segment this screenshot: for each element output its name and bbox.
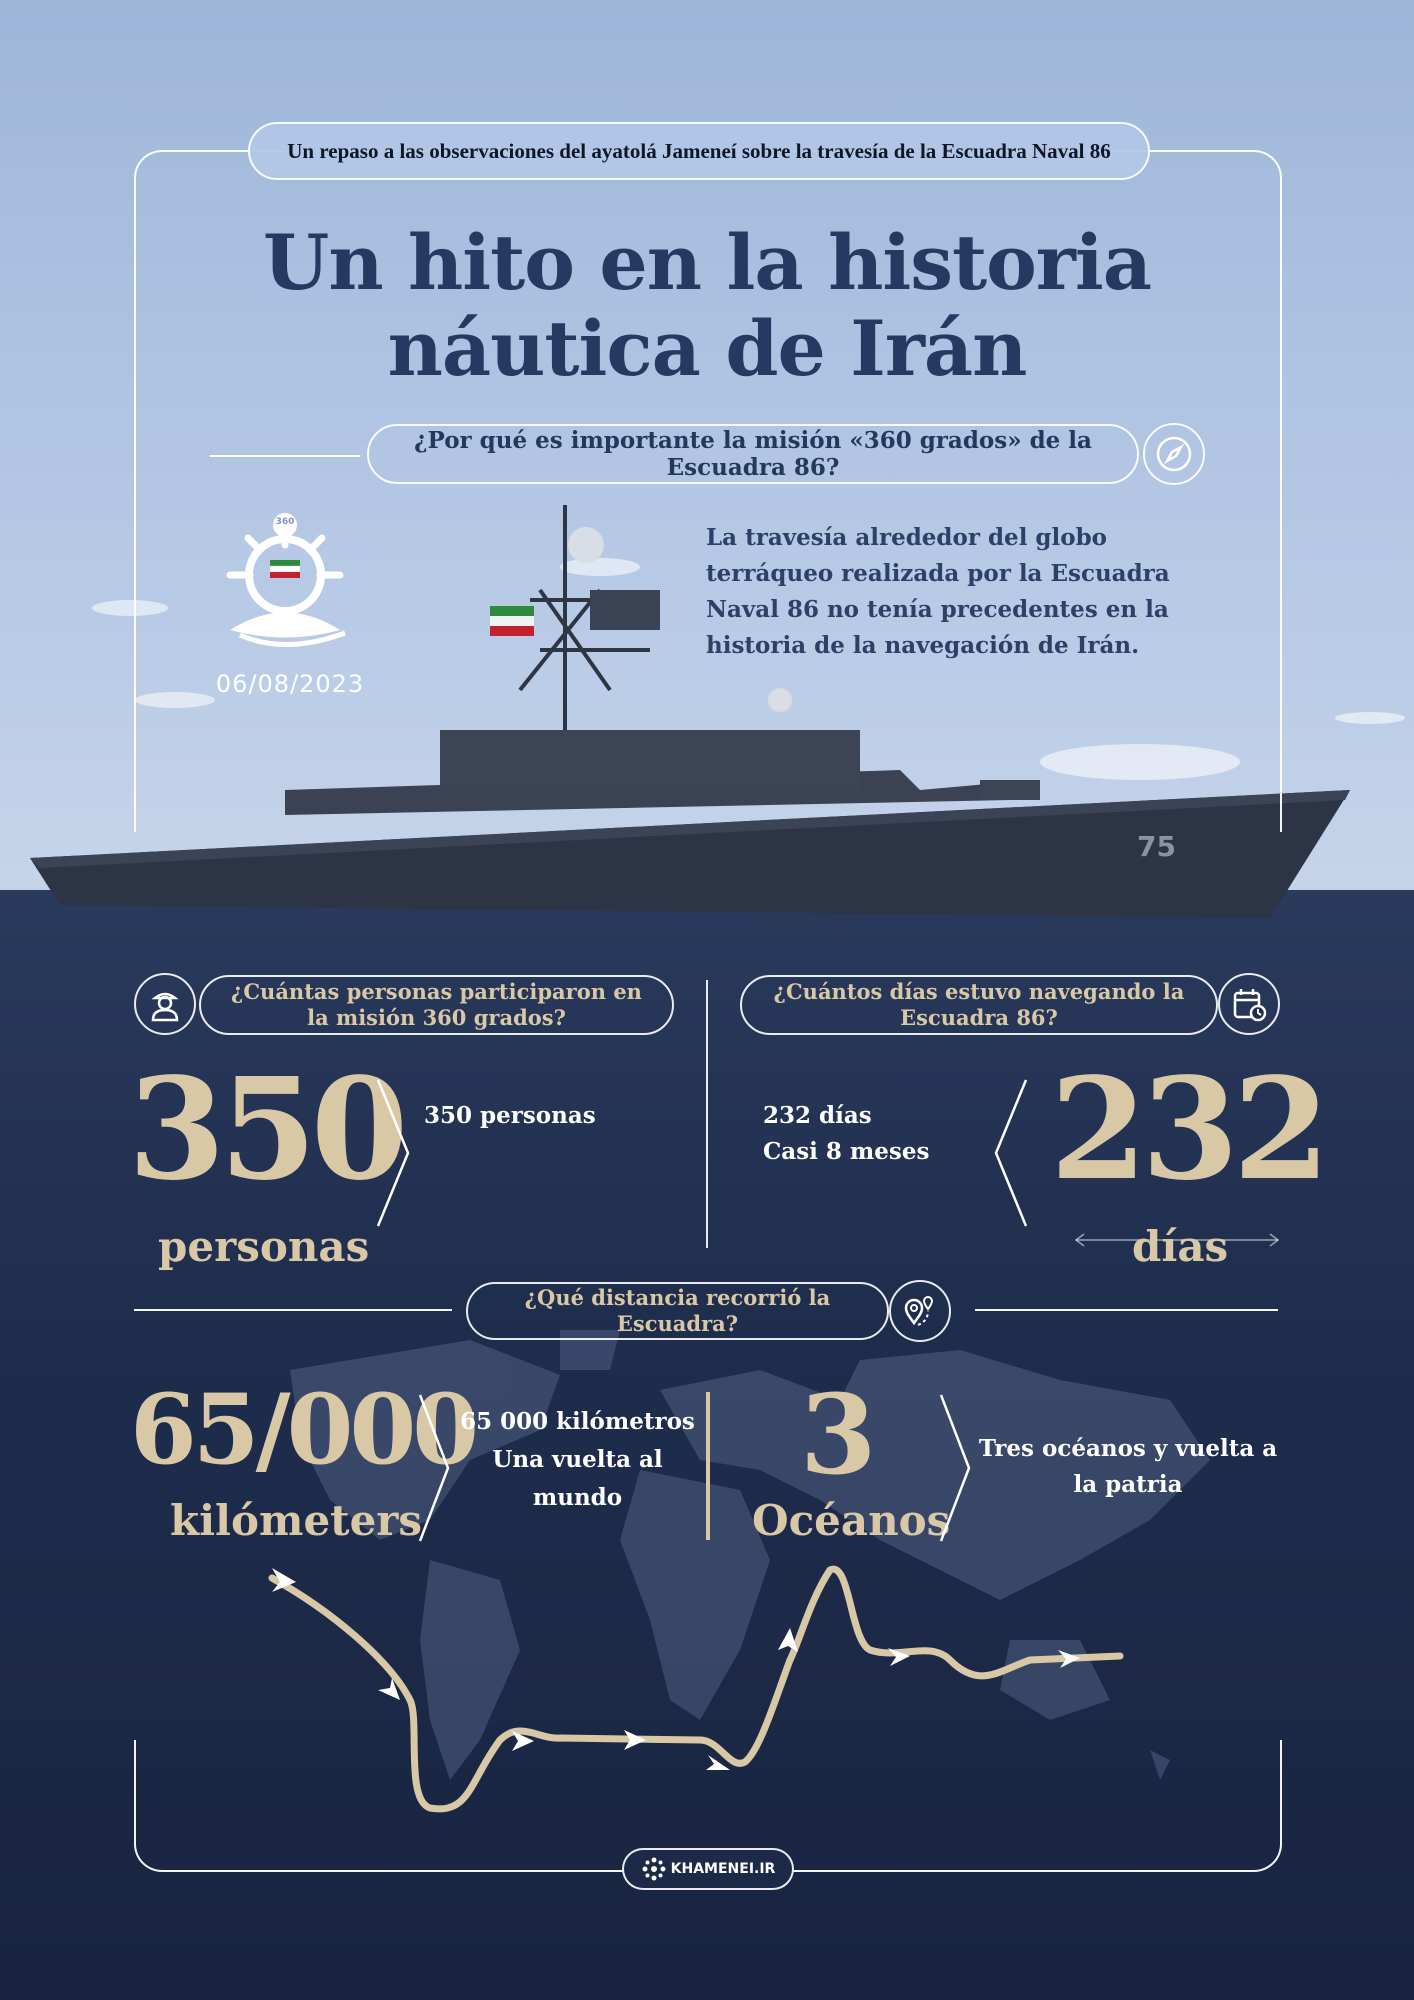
people-question: ¿Cuántas personas participaron en la misión 360 grados? [199, 975, 674, 1035]
title-line-1: Un hito en la historia [263, 218, 1151, 307]
distance-question: ¿Qué distancia recorrió la Escuadra? [466, 1282, 889, 1340]
days-question: ¿Cuántos días estuvo navegando la Escuadra 86? [740, 975, 1218, 1035]
distance-detail-1: 65 000 kilómetros [460, 1408, 695, 1435]
ship-wheel-emblem-icon [210, 505, 360, 655]
chevron-left-icon [993, 1078, 1029, 1228]
distance-detail-2: Una vuelta al [492, 1446, 663, 1473]
footer-brand[interactable] [622, 1848, 794, 1890]
chevron-right-icon [375, 1078, 411, 1228]
chevron-right-icon-3 [938, 1393, 972, 1543]
mission-date: 06/08/2023 [215, 670, 365, 698]
compass-icon [1143, 423, 1205, 485]
hull-number: 75 [1137, 830, 1176, 863]
chevron-right-icon-2 [417, 1393, 451, 1543]
mission-description: La travesía alrededor del globo terráqueo realizada por la Escuadra Naval 86 no tenía precedentes en la historia de la navegación de Irán. [706, 524, 1170, 659]
stats-divider [706, 980, 708, 1248]
oceans-divider [706, 1392, 710, 1540]
divider-distance-left [134, 1309, 452, 1311]
khamenei-logo-icon [641, 1856, 667, 1882]
oceans-detail-1: Tres océanos y vuelta a [978, 1435, 1278, 1462]
divider-distance-right [975, 1309, 1278, 1311]
distance-unit: kilómeters [170, 1496, 423, 1545]
oceans-unit: Océanos [752, 1496, 951, 1545]
mission-question: ¿Por qué es importante la misión «360 grados» de la Escuadra 86? [367, 424, 1139, 484]
oceans-detail-2: la patria [1073, 1471, 1183, 1498]
people-unit: personas [158, 1222, 370, 1271]
page-title [0, 220, 1414, 392]
divider-left [210, 455, 360, 457]
oceans-value: 3 [800, 1370, 877, 1499]
footer-brand-label: KHAMENEI.IR [670, 1861, 776, 1877]
days-detail-2: Casi 8 meses [763, 1138, 930, 1165]
sailor-icon [134, 973, 196, 1035]
days-unit: días [1132, 1222, 1229, 1271]
location-pins-icon [889, 1280, 951, 1342]
header-subtitle: Un repaso a las observaciones del ayatolá Jameneí sobre la travesía de la Escuadra Naval 86 [248, 122, 1150, 180]
distance-detail-3: mundo [532, 1484, 623, 1511]
calendar-icon [1218, 973, 1280, 1035]
distance-value: 65/000 [130, 1373, 476, 1486]
days-value: 232 [1050, 1048, 1325, 1212]
people-value: 350 [128, 1048, 403, 1212]
people-detail: 350 personas [424, 1102, 596, 1129]
title-line-2: náutica de Irán [387, 304, 1027, 393]
emblem-label: 360 [275, 517, 295, 527]
days-detail-1: 232 días [763, 1102, 872, 1129]
